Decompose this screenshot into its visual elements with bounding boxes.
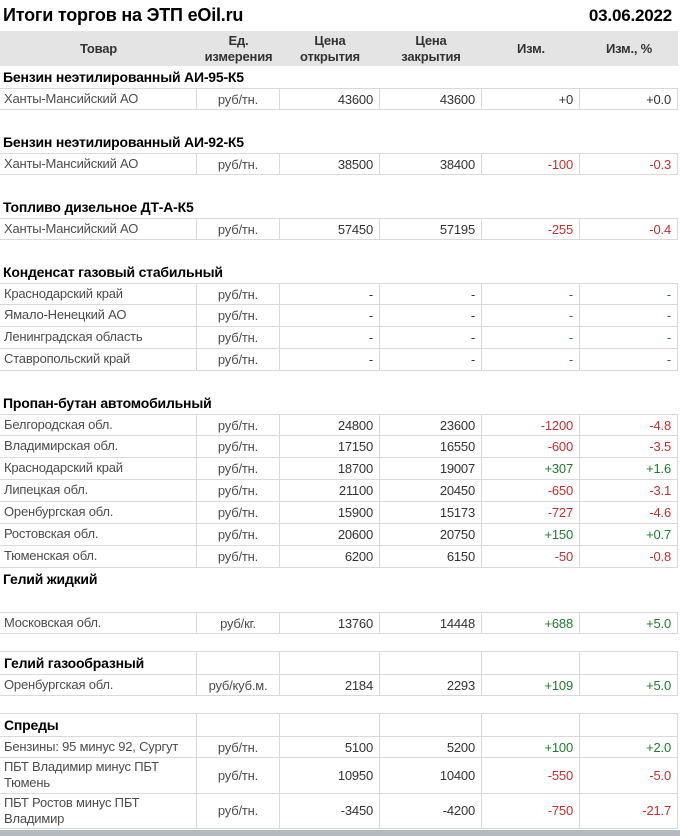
bottom-edge-bar xyxy=(0,830,680,836)
empty-cell xyxy=(197,651,280,674)
table-row xyxy=(0,327,678,349)
change-cell: +0 xyxy=(482,88,580,110)
title-bar xyxy=(0,0,680,31)
section-spacer xyxy=(0,590,680,612)
product-name-cell: Ханты-Мансийский АО xyxy=(0,88,197,110)
unit-cell: руб/тн. xyxy=(197,502,280,524)
change-pct-cell: -5.0 xyxy=(580,758,678,794)
change-pct-cell: +0.0 xyxy=(580,88,678,110)
section-header-row xyxy=(0,713,678,736)
table-row xyxy=(0,674,678,696)
table-row xyxy=(0,414,678,436)
close-price-cell: 10400 xyxy=(380,758,482,794)
change-cell: -600 xyxy=(482,436,580,458)
close-price-cell: 20450 xyxy=(380,480,482,502)
table-row xyxy=(0,88,678,110)
open-price-cell: -3450 xyxy=(280,794,380,830)
report-date: 03.06.2022 xyxy=(588,5,672,25)
section-header-row xyxy=(0,261,680,283)
section-spacer xyxy=(0,175,680,196)
unit-cell: руб/тн. xyxy=(197,305,280,327)
section-header-row xyxy=(0,392,680,414)
empty-cell xyxy=(580,651,678,674)
unit-cell: руб/тн. xyxy=(197,414,280,436)
unit-cell: руб/тн. xyxy=(197,349,280,371)
close-price-cell: 20750 xyxy=(380,524,482,546)
table-row xyxy=(0,612,678,634)
change-cell: -727 xyxy=(482,502,580,524)
product-name-cell: Ханты-Мансийский АО xyxy=(0,153,197,175)
table-row xyxy=(0,153,678,175)
unit-cell: руб/тн. xyxy=(197,436,280,458)
change-pct-cell: - xyxy=(580,305,678,327)
empty-cell xyxy=(580,713,678,736)
product-name-cell: Бензины: 95 минус 92, Сургут xyxy=(0,736,197,758)
close-price-cell: 15173 xyxy=(380,502,482,524)
open-price-cell: 38500 xyxy=(280,153,380,175)
close-price-cell: 16550 xyxy=(380,436,482,458)
change-cell: -1200 xyxy=(482,414,580,436)
product-name-cell: Краснодарский край xyxy=(0,283,197,305)
table-row xyxy=(0,283,678,305)
section-header-row xyxy=(0,568,680,590)
close-price-cell: -4200 xyxy=(380,794,482,830)
close-price-cell: - xyxy=(380,349,482,371)
unit-cell: руб/тн. xyxy=(197,218,280,240)
empty-cell xyxy=(280,713,380,736)
open-price-cell: - xyxy=(280,349,380,371)
table-row xyxy=(0,349,678,371)
column-header-open-price: Цена открытия xyxy=(300,32,360,64)
table-row xyxy=(0,758,678,794)
change-pct-cell: - xyxy=(580,349,678,371)
empty-cell xyxy=(197,713,280,736)
section-title: Пропан-бутан автомобильный xyxy=(3,395,212,411)
table-row xyxy=(0,305,678,327)
close-price-cell: 38400 xyxy=(380,153,482,175)
open-price-cell: 24800 xyxy=(280,414,380,436)
change-pct-cell: -21.7 xyxy=(580,794,678,830)
change-cell: - xyxy=(482,283,580,305)
product-name-cell: Владимирская обл. xyxy=(0,436,197,458)
open-price-cell: 6200 xyxy=(280,546,380,568)
change-pct-cell: +5.0 xyxy=(580,674,678,696)
page-title: Итоги торгов на ЭТП eOil.ru xyxy=(3,5,244,25)
open-price-cell: 2184 xyxy=(280,674,380,696)
open-price-cell: 20600 xyxy=(280,524,380,546)
section-header-row xyxy=(0,131,680,153)
close-price-cell: 23600 xyxy=(380,414,482,436)
product-name-cell: Московская обл. xyxy=(0,612,197,634)
change-pct-cell: -0.8 xyxy=(580,546,678,568)
unit-cell: руб/тн. xyxy=(197,736,280,758)
change-pct-cell: -3.5 xyxy=(580,436,678,458)
change-pct-cell: +1.6 xyxy=(580,458,678,480)
change-cell: +109 xyxy=(482,674,580,696)
product-name-cell: Белгородская обл. xyxy=(0,414,197,436)
close-price-cell: - xyxy=(380,305,482,327)
column-header-change-pct: Изм., % xyxy=(605,40,653,56)
change-pct-cell: - xyxy=(580,327,678,349)
section-title: Конденсат газовый стабильный xyxy=(3,264,223,280)
section-header-row xyxy=(0,651,678,674)
change-cell: -650 xyxy=(482,480,580,502)
table-row xyxy=(0,524,678,546)
empty-cell xyxy=(380,713,482,736)
section-header-row xyxy=(0,66,680,88)
table-row xyxy=(0,546,678,568)
change-pct-cell: - xyxy=(580,283,678,305)
unit-cell: руб/тн. xyxy=(197,283,280,305)
unit-cell: руб/тн. xyxy=(197,524,280,546)
unit-cell: руб/тн. xyxy=(197,327,280,349)
change-cell: - xyxy=(482,327,580,349)
product-name-cell: ПБТ Владимир минус ПБТ Тюмень xyxy=(0,758,197,794)
change-pct-cell: -0.4 xyxy=(580,218,678,240)
section-spacer xyxy=(0,240,680,261)
unit-cell: руб/тн. xyxy=(197,758,280,794)
change-cell: -255 xyxy=(482,218,580,240)
open-price-cell: 43600 xyxy=(280,88,380,110)
product-name-cell: Оренбургская обл. xyxy=(0,674,197,696)
close-price-cell: 43600 xyxy=(380,88,482,110)
close-price-cell: 14448 xyxy=(380,612,482,634)
section-spacer xyxy=(0,371,680,392)
unit-cell: руб/тн. xyxy=(197,458,280,480)
column-header-product: Товар xyxy=(79,40,118,56)
empty-cell xyxy=(380,651,482,674)
product-name-cell: Ленинградская область xyxy=(0,327,197,349)
open-price-cell: 5100 xyxy=(280,736,380,758)
table-header-row xyxy=(0,31,678,66)
unit-cell: руб/тн. xyxy=(197,153,280,175)
unit-cell: руб/куб.м. xyxy=(197,674,280,696)
change-cell: +307 xyxy=(482,458,580,480)
unit-cell: руб/тн. xyxy=(197,794,280,830)
empty-cell xyxy=(482,713,580,736)
close-price-cell: 2293 xyxy=(380,674,482,696)
change-pct-cell: +5.0 xyxy=(580,612,678,634)
change-pct-cell: -4.6 xyxy=(580,502,678,524)
section-header-row xyxy=(0,196,680,218)
open-price-cell: - xyxy=(280,283,380,305)
change-cell: -750 xyxy=(482,794,580,830)
table-body xyxy=(0,66,680,829)
section-title: Бензин неэтилированный АИ-95-К5 xyxy=(3,69,244,85)
product-name-cell: Оренбургская обл. xyxy=(0,502,197,524)
product-name-cell: Липецкая обл. xyxy=(0,480,197,502)
open-price-cell: 21100 xyxy=(280,480,380,502)
column-header-close-price: Цена закрытия xyxy=(401,32,461,64)
close-price-cell: 5200 xyxy=(380,736,482,758)
table-row xyxy=(0,794,678,830)
close-price-cell: 19007 xyxy=(380,458,482,480)
open-price-cell: 10950 xyxy=(280,758,380,794)
unit-cell: руб/кг. xyxy=(197,612,280,634)
product-name-cell: Ростовская обл. xyxy=(0,524,197,546)
section-spacer xyxy=(0,696,680,713)
table-row xyxy=(0,218,678,240)
product-name-cell: Ямало-Ненецкий АО xyxy=(0,305,197,327)
empty-cell xyxy=(280,651,380,674)
open-price-cell: 17150 xyxy=(280,436,380,458)
table-row xyxy=(0,480,678,502)
close-price-cell: - xyxy=(380,283,482,305)
product-name-cell: ПБТ Ростов минус ПБТ Владимир xyxy=(0,794,197,830)
change-pct-cell: +2.0 xyxy=(580,736,678,758)
section-title: Гелий газообразный xyxy=(0,651,197,674)
open-price-cell: 13760 xyxy=(280,612,380,634)
change-pct-cell: -3.1 xyxy=(580,480,678,502)
change-cell: +100 xyxy=(482,736,580,758)
close-price-cell: 57195 xyxy=(380,218,482,240)
open-price-cell: 57450 xyxy=(280,218,380,240)
column-header-change: Изм. xyxy=(517,40,545,56)
change-pct-cell: -0.3 xyxy=(580,153,678,175)
table-row xyxy=(0,436,678,458)
column-header-unit: Ед. измерения xyxy=(204,32,273,64)
section-title: Спреды xyxy=(0,713,197,736)
change-cell: - xyxy=(482,349,580,371)
change-cell: +150 xyxy=(482,524,580,546)
open-price-cell: - xyxy=(280,327,380,349)
section-title: Бензин неэтилированный АИ-92-К5 xyxy=(3,134,244,150)
section-title: Топливо дизельное ДТ-А-К5 xyxy=(3,199,194,215)
product-name-cell: Краснодарский край xyxy=(0,458,197,480)
section-spacer xyxy=(0,634,680,651)
unit-cell: руб/тн. xyxy=(197,480,280,502)
change-cell: -100 xyxy=(482,153,580,175)
close-price-cell: - xyxy=(380,327,482,349)
table-row xyxy=(0,736,678,758)
change-cell: +688 xyxy=(482,612,580,634)
section-spacer xyxy=(0,110,680,131)
product-name-cell: Ханты-Мансийский АО xyxy=(0,218,197,240)
change-cell: -50 xyxy=(482,546,580,568)
table-row xyxy=(0,458,678,480)
section-title: Гелий жидкий xyxy=(3,571,98,587)
change-pct-cell: -4.8 xyxy=(580,414,678,436)
product-name-cell: Тюменская обл. xyxy=(0,546,197,568)
change-cell: -550 xyxy=(482,758,580,794)
change-pct-cell: +0.7 xyxy=(580,524,678,546)
product-name-cell: Ставропольский край xyxy=(0,349,197,371)
close-price-cell: 6150 xyxy=(380,546,482,568)
unit-cell: руб/тн. xyxy=(197,88,280,110)
empty-cell xyxy=(482,651,580,674)
open-price-cell: - xyxy=(280,305,380,327)
unit-cell: руб/тн. xyxy=(197,546,280,568)
table-row xyxy=(0,502,678,524)
change-cell: - xyxy=(482,305,580,327)
open-price-cell: 15900 xyxy=(280,502,380,524)
open-price-cell: 18700 xyxy=(280,458,380,480)
